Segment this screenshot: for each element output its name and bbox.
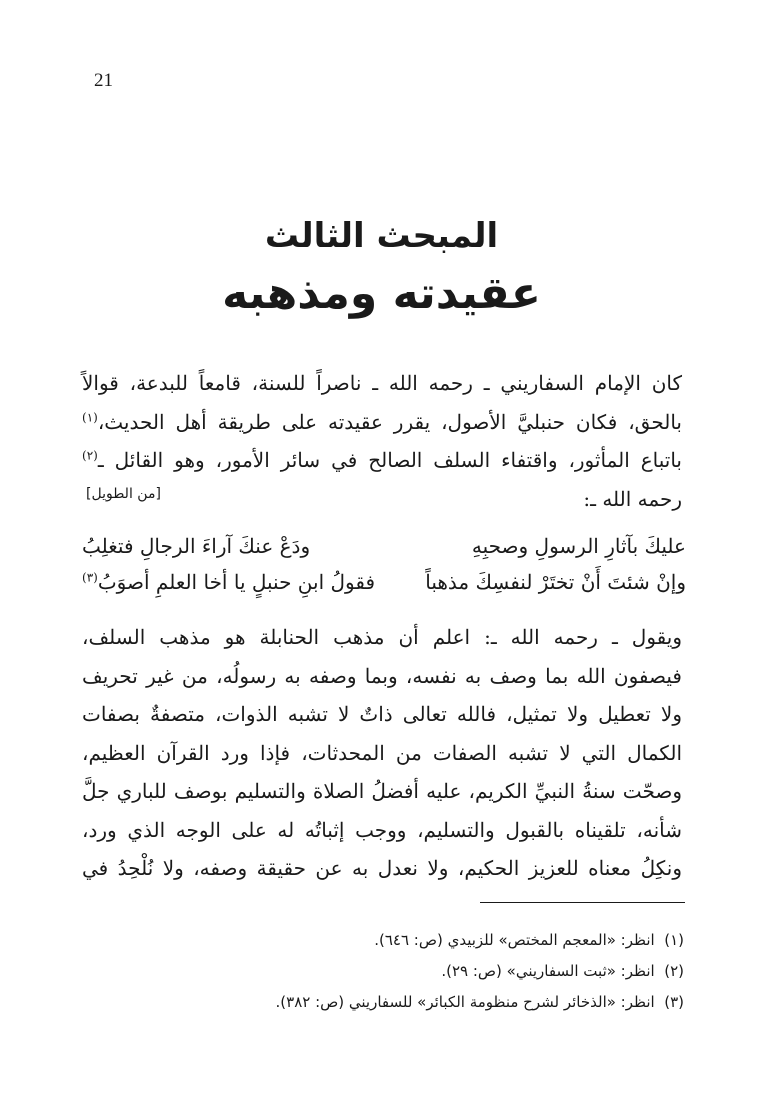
footnote-item	[200, 925, 684, 956]
footnote-number: (٣)	[664, 993, 684, 1011]
verse-second-hemistich: ودَعْ عنكَ آراءَ الرجالِ فتغلِبُ	[82, 534, 311, 558]
poetic-meter-label: [من الطويل]	[86, 486, 161, 502]
footnote-ref-1[interactable]: (١)	[82, 409, 98, 424]
footnote-item	[200, 987, 684, 1018]
footnotes	[200, 925, 684, 1018]
footnote-ref-2[interactable]: (٢)	[82, 448, 98, 463]
chapter-title: المبحث الثالث	[264, 216, 499, 256]
footnote-text: انظر: «المعجم المختص» للزبيدي (ص: ٦٤٦).	[374, 931, 655, 949]
footnote-divider	[480, 902, 685, 903]
intro-paragraph	[82, 364, 682, 518]
paragraph-line: رحمه الله ـ:	[583, 486, 682, 511]
verse-first-hemistich: عليكَ بآثارِ الرسولِ وصحبِهِ	[471, 534, 686, 558]
paragraph-line: وصحّت سنةُ النبيِّ الكريم، عليه أفضلُ الصلاة والتسليم بوصف للباري جلَّ	[82, 779, 682, 803]
footnote-item	[200, 956, 684, 987]
footnote-number: (٢)	[664, 962, 684, 980]
poem-verses	[82, 528, 686, 600]
paragraph-line: باتباع المأثور، واقتفاء السلف الصالح في سائر الأمور، وهو القائل ـ$^{(٢)}$	[82, 448, 682, 472]
paragraph-line: كان الإمام السفاريني ـ رحمه الله ـ ناصراً للسنة، قامعاً للبدعة، قوالاً	[82, 371, 682, 395]
page-number: 21	[94, 70, 113, 91]
paragraph-line: ويقول ـ رحمه الله ـ: اعلم أن مذهب الحنابلة هو مذهب السلف،	[82, 625, 682, 649]
paragraph-line: بالحق، فكان حنبليَّ الأصول، يقرر عقيدته على طريقة أهل الحديث،$^{(١)}$	[82, 409, 682, 434]
chapter-heading	[0, 210, 763, 326]
verse-first-hemistich: وإنْ شئتَ أَنْ تختَرْ لنفسِكَ مذهباً	[425, 570, 686, 594]
paragraph-line: ونكِلُ معناه للعزيز الحكيم، ولا نعدل به عن حقيقة وصفه، ولا نُلْحِدُ في	[82, 856, 682, 880]
verse-second-hemistich: فقولُ ابنِ حنبلٍ يا أخا العلمِ أصوَبُ$^{(٣)}$	[82, 570, 376, 594]
footnote-number: (١)	[664, 931, 684, 949]
verse-line	[82, 528, 686, 564]
paragraph-line: شأنه، تلقيناه بالقبول والتسليم، ووجب إثباتُه له على الوجه الذي ورد،	[82, 817, 682, 842]
paragraph-line: ولا تعطيل ولا تمثيل، فالله تعالى ذاتٌ لا تشبه الذوات، متصفةٌ بصفات	[82, 702, 683, 726]
footnote-ref-3[interactable]: (٣)	[82, 570, 98, 585]
creed-paragraph	[82, 618, 682, 888]
paragraph-line: الكمال التي لا تشبه الصفات من المحدثات، فإذا ورد القرآن العظيم،	[82, 740, 682, 765]
chapter-subtitle: عقيدته ومذهبه	[222, 268, 541, 319]
paragraph-line: فيصفون الله بما وصف به نفسه، وبما وصفه به رسولُه، من غير تحريف	[82, 663, 682, 688]
footnote-text: انظر: «ثبت السفاريني» (ص: ٢٩).	[441, 962, 655, 980]
footnote-text: انظر: «الذخائر لشرح منظومة الكبائر» للسفاريني (ص: ٣٨٢).	[275, 993, 655, 1011]
verse-line	[82, 564, 686, 600]
